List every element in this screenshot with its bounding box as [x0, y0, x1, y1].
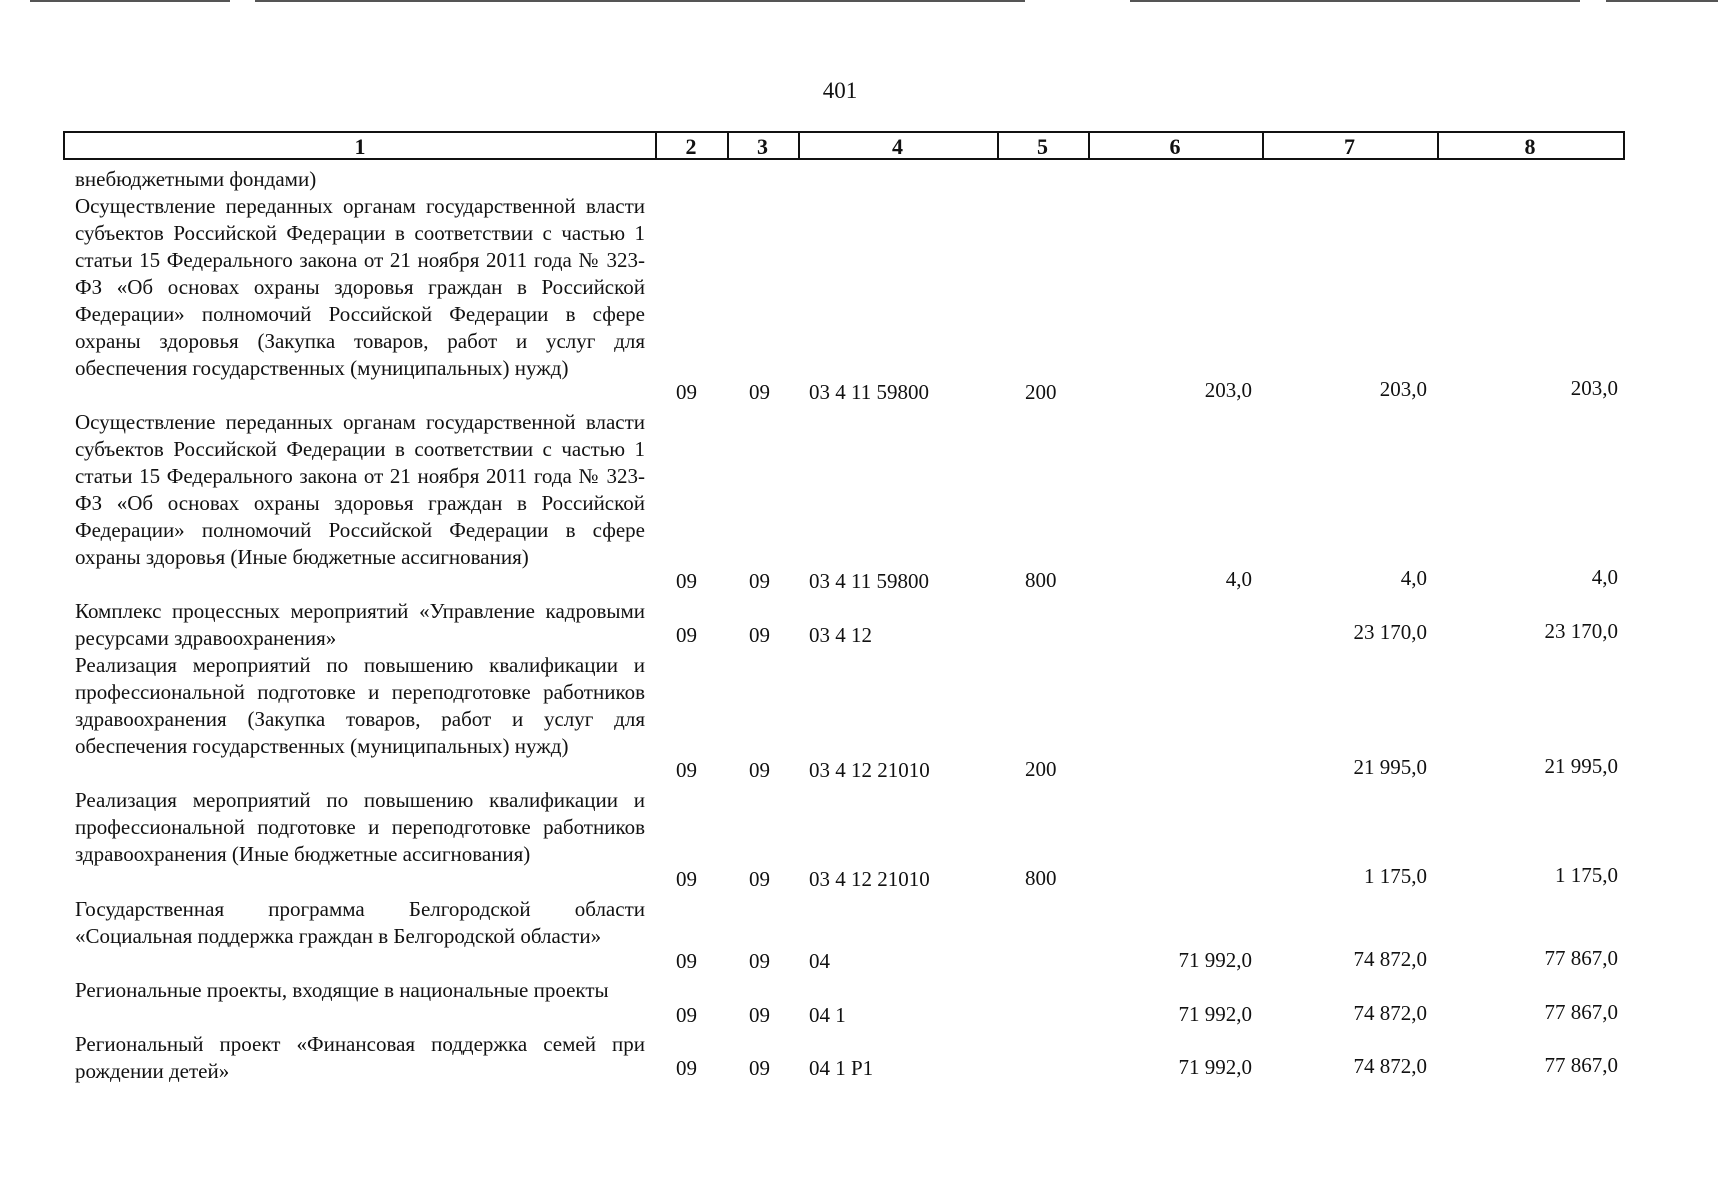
- amount-col-6: 4,0: [1225, 567, 1252, 591]
- target-article-code: 04: [809, 949, 830, 973]
- row-description: Осуществление переданных органам государственной власти субъектов Российской Федерации в соответствии с частью 1 статьи 15 Федерального закона от 21 ноября 2011 года № 323-ФЗ «Об основах охраны здоровья граждан в Российской Федерации» полномочий Российской Федерации в сфере охраны здоровья (Закупка товаров, работ и услуг для обеспечения государственных (муниципальных) нужд): [75, 194, 645, 380]
- row-description: Реализация мероприятий по повышению квалификации и профессиональной подготовке и переподготовке работников здравоохранения (Иные бюджетные ассигнования): [75, 788, 645, 866]
- target-article-code: 03 4 12: [809, 623, 872, 647]
- subsection-code: 09: [749, 380, 770, 404]
- row-description: Комплекс процессных мероприятий «Управление кадровыми ресурсами здравоохранения»: [75, 599, 645, 650]
- amount-col-7: 74 872,0: [1353, 1054, 1427, 1078]
- amount-col-8: 203,0: [1570, 376, 1618, 400]
- target-article-code: 03 4 12 21010: [809, 867, 930, 891]
- target-article-code: 04 1: [809, 1003, 846, 1027]
- subsection-code: 09: [749, 569, 770, 593]
- target-article-code: 03 4 12 21010: [809, 758, 930, 782]
- section-code: 09: [676, 758, 697, 782]
- row-description: Региональные проекты, входящие в национальные проекты: [75, 978, 609, 1002]
- section-code: 09: [676, 1003, 697, 1027]
- amount-col-8: 1 175,0: [1555, 863, 1618, 887]
- amount-col-8: 77 867,0: [1544, 1000, 1618, 1024]
- target-article-code: 04 1 Р1: [809, 1056, 874, 1080]
- amount-col-7: 203,0: [1379, 377, 1427, 401]
- amount-col-6: 71 992,0: [1178, 948, 1252, 972]
- header-col-5: 5: [1037, 134, 1048, 159]
- target-article-code: 03 4 11 59800: [809, 380, 929, 404]
- subsection-code: 09: [749, 867, 770, 891]
- amount-col-7: 74 872,0: [1353, 947, 1427, 971]
- header-col-1: 1: [354, 134, 366, 159]
- amount-col-8: 21 995,0: [1544, 754, 1618, 778]
- header-col-6: 6: [1169, 134, 1181, 159]
- subsection-code: 09: [749, 949, 770, 973]
- amount-col-8: 23 170,0: [1544, 619, 1618, 643]
- section-code: 09: [676, 1056, 697, 1080]
- table-header: [63, 131, 1625, 160]
- header-col-7: 7: [1344, 134, 1355, 159]
- amount-col-7: 23 170,0: [1353, 620, 1427, 644]
- page-number: 401: [822, 78, 858, 103]
- amount-col-7: 74 872,0: [1353, 1001, 1427, 1025]
- amount-col-8: 4,0: [1591, 565, 1618, 589]
- subsection-code: 09: [749, 1003, 770, 1027]
- amount-col-7: 21 995,0: [1353, 755, 1427, 779]
- section-code: 09: [676, 380, 697, 404]
- expense-type-code: 200: [1025, 380, 1057, 404]
- amount-col-6: 71 992,0: [1178, 1002, 1252, 1026]
- expense-type-code: 200: [1025, 757, 1057, 781]
- target-article-code: 03 4 11 59800: [809, 569, 929, 593]
- amount-col-7: 1 175,0: [1364, 864, 1427, 888]
- expense-type-code: 800: [1025, 866, 1057, 890]
- section-code: 09: [676, 867, 697, 891]
- header-col-2: 2: [685, 134, 697, 159]
- expense-type-code: 800: [1025, 568, 1057, 592]
- row-description: Реализация мероприятий по повышению квалификации и профессиональной подготовке и переподготовке работников здравоохранения (Закупка товаров, работ и услуг для обеспечения государственных (муниципальных) нужд): [75, 653, 645, 758]
- subsection-code: 09: [749, 623, 770, 647]
- header-col-4: 4: [892, 134, 903, 159]
- scan-edge-mark: [30, 0, 230, 2]
- amount-col-6: 71 992,0: [1178, 1055, 1252, 1079]
- header-col-3: 3: [757, 134, 768, 159]
- subsection-code: 09: [749, 758, 770, 782]
- section-code: 09: [676, 569, 697, 593]
- row-description: Региональный проект «Финансовая поддержка семей при рождении детей»: [75, 1032, 645, 1083]
- section-code: 09: [676, 949, 697, 973]
- amount-col-7: 4,0: [1400, 566, 1427, 590]
- amount-col-8: 77 867,0: [1544, 1053, 1618, 1077]
- scan-edge-mark: [255, 0, 1025, 2]
- header-col-8: 8: [1524, 134, 1536, 159]
- row-description: Государственная программа Белгородской области «Социальная поддержка граждан в Белгородской области»: [75, 897, 645, 948]
- amount-col-8: 77 867,0: [1544, 946, 1618, 970]
- subsection-code: 09: [749, 1056, 770, 1080]
- section-code: 09: [676, 623, 697, 647]
- amount-col-6: 203,0: [1204, 378, 1252, 402]
- row-description: внебюджетными фондами): [75, 167, 317, 191]
- row-description: Осуществление переданных органам государственной власти субъектов Российской Федерации в соответствии с частью 1 статьи 15 Федерального закона от 21 ноября 2011 года № 323-ФЗ «Об основах охраны здоровья граждан в Российской Федерации» полномочий Российской Федерации в сфере охраны здоровья (Иные бюджетные ассигнования): [75, 410, 645, 569]
- scan-edge-mark: [1606, 0, 1718, 2]
- scan-edge-mark: [1130, 0, 1580, 2]
